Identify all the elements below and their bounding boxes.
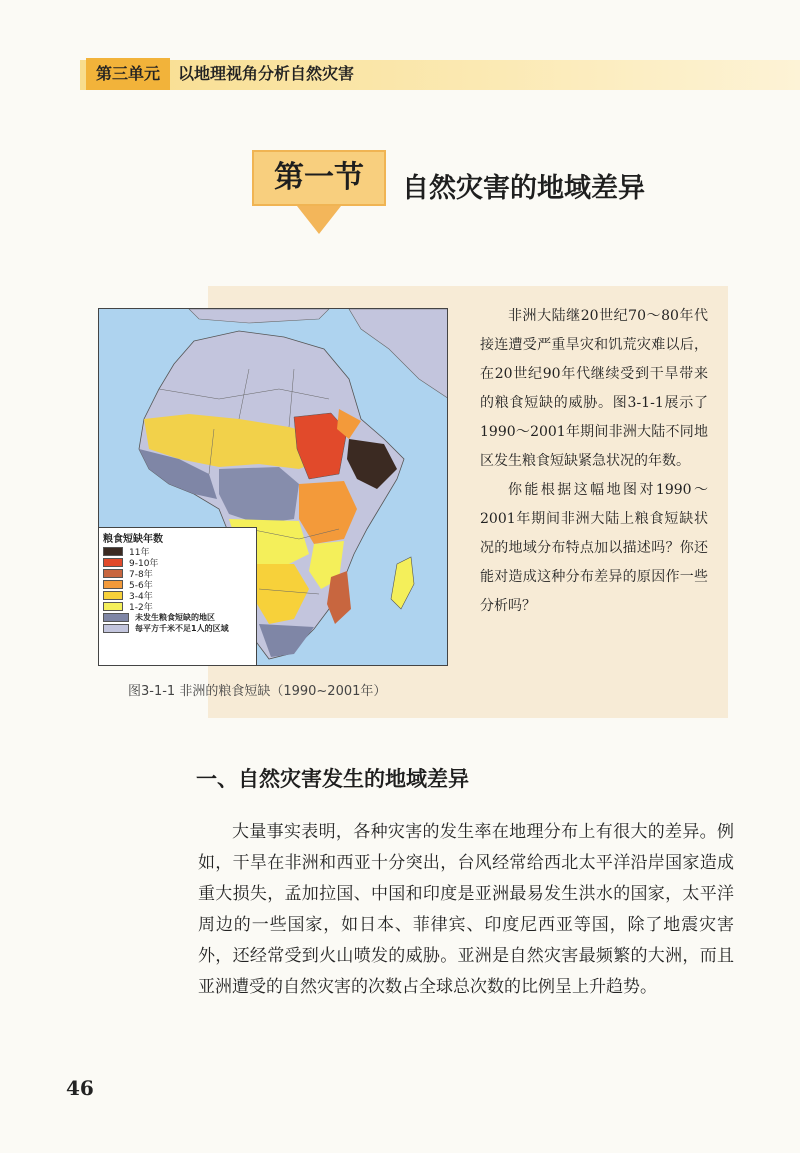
section-title: 自然灾害的地域差异 bbox=[402, 173, 645, 204]
figure-caption: 图3-1-1 非洲的粮食短缺（1990~2001年） bbox=[128, 684, 387, 699]
body-text bbox=[198, 817, 734, 1003]
map-legend bbox=[99, 527, 257, 666]
legend-swatch bbox=[103, 624, 129, 633]
legend-item bbox=[103, 568, 252, 579]
body-paragraph: 大量事实表明，各种灾害的发生率在地理分布上有很大的差异。例如，干旱在非洲和西亚十分突出，台风经常给西北太平洋沿岸国家造成重大损失，孟加拉国、中国和印度是亚洲最易发生洪水的国家，太平洋周边的一些国家，如日本、菲律宾、印度尼西亚等国，除了地震灾害外，还经常受到火山喷发的威胁。亚洲是自然灾害最频繁的大洲，而且亚洲遭受的自然灾害的次数占全球总次数的比例呈上升趋势。 bbox=[198, 822, 734, 997]
legend-title: 粮食短缺年数 bbox=[103, 534, 163, 545]
legend-label: 9-10年 bbox=[129, 559, 159, 569]
legend-item bbox=[103, 601, 252, 612]
legend-swatch bbox=[103, 591, 123, 600]
legend-label: 1-2年 bbox=[129, 603, 153, 613]
legend-label: 11年 bbox=[129, 548, 150, 558]
legend-label: 3-4年 bbox=[129, 592, 153, 602]
subheading: 一、自然灾害发生的地域差异 bbox=[196, 767, 469, 791]
legend-swatch bbox=[103, 547, 123, 556]
legend-item bbox=[103, 612, 252, 623]
legend-swatch bbox=[103, 580, 123, 589]
intro-paragraph: 非洲大陆继20世纪70～80年代接连遭受严重旱灾和饥荒灾难以后，在20世纪90年代继续受到干旱带来的粮食短缺的威胁。图3-1-1展示了1990～2001年期间非洲大陆不同地区发生粮食短缺紧急状况的年数。 bbox=[480, 308, 708, 469]
legend-swatch bbox=[103, 558, 123, 567]
unit-label: 第三单元 bbox=[86, 58, 170, 90]
intro-text bbox=[480, 302, 708, 621]
legend-swatch bbox=[103, 613, 129, 622]
legend-swatch bbox=[103, 602, 123, 611]
section-number: 第一节 bbox=[252, 150, 386, 206]
unit-title: 以地理视角分析自然灾害 bbox=[178, 64, 355, 83]
legend-label: 7-8年 bbox=[129, 570, 153, 580]
legend-swatch bbox=[103, 569, 123, 578]
legend-label: 每平方千米不足1人的区域 bbox=[135, 624, 229, 633]
legend-label: 5-6年 bbox=[129, 581, 153, 591]
section-arrow bbox=[297, 206, 341, 234]
intro-paragraph: 你能根据这幅地图对1990～2001年期间非洲大陆上粮食短缺状况的地域分布特点加以描述吗？你还能对造成这种分布差异的原因作一些分析吗？ bbox=[480, 482, 708, 614]
page-number: 46 bbox=[66, 1076, 94, 1100]
legend-item bbox=[103, 623, 252, 634]
legend-item bbox=[103, 590, 252, 601]
legend-item bbox=[103, 557, 252, 568]
legend-label: 未发生粮食短缺的地区 bbox=[135, 613, 215, 622]
africa-food-shortage-map bbox=[98, 308, 448, 666]
legend-item bbox=[103, 579, 252, 590]
legend-item bbox=[103, 546, 252, 557]
